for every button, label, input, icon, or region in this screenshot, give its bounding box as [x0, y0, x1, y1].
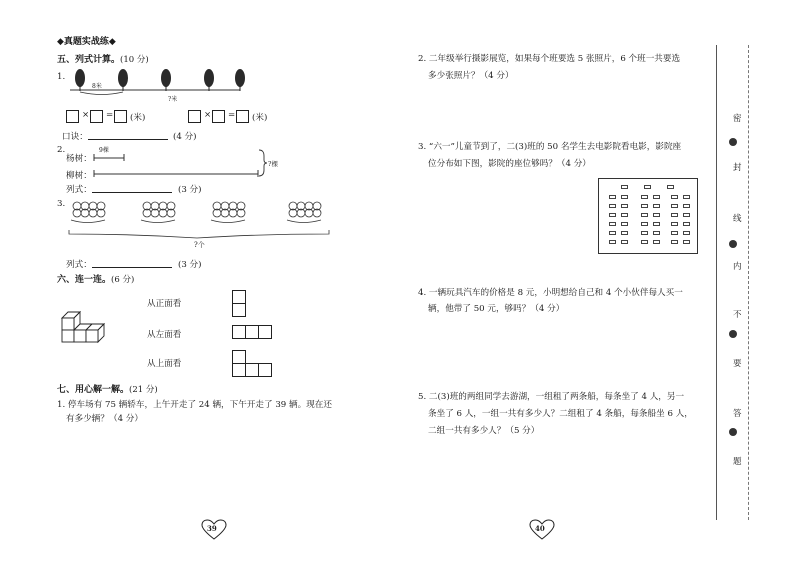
margin-char: 密 — [733, 114, 742, 124]
margin-char: 答 — [733, 409, 742, 419]
section-header: ◆真题实战练◆ — [57, 37, 116, 47]
margin-char: 题 — [733, 457, 742, 467]
margin-char: 内 — [733, 262, 742, 272]
binding-hole-icon — [729, 240, 737, 248]
margin-char: 不 — [733, 310, 742, 320]
equals-sign: = — [106, 110, 114, 120]
formula-answer-line[interactable] — [92, 192, 172, 193]
r-q4-line2: 辆，他带了 50 元，够吗？（4 分） — [428, 304, 565, 314]
section5-title-text: 五、列式计算。 — [57, 55, 121, 65]
answer-box[interactable] — [212, 110, 225, 123]
question-label: ?棵 — [268, 160, 278, 168]
margin-char: 要 — [733, 359, 742, 369]
margin-char: 封 — [733, 163, 742, 173]
margin-char: 线 — [733, 214, 742, 224]
section5-points: (10 分) — [120, 55, 149, 65]
view-top-label: 从上面看 — [147, 359, 182, 369]
page-number-left: 39 — [207, 524, 217, 533]
view-shape-3[interactable] — [232, 350, 274, 378]
binding-line-inner — [748, 45, 749, 520]
q3-question-label: ?个 — [194, 241, 205, 249]
view-shape-1[interactable] — [232, 290, 246, 318]
cinema-seat-diagram — [598, 178, 698, 254]
q3-formula-label: 列式： — [66, 260, 92, 270]
unit-label: (米) — [252, 113, 268, 123]
willow-bar — [92, 166, 262, 178]
apple-groups-diagram — [65, 198, 345, 252]
section6-title-text: 六、连一连。 — [57, 275, 112, 285]
spacing-label: 8米 — [92, 83, 102, 90]
row2-label: 柳树： — [66, 171, 92, 181]
sec7-q1-line2: 有多少辆？（4 分） — [66, 414, 143, 424]
q1-number: 1. — [57, 72, 66, 82]
answer-box[interactable] — [188, 110, 201, 123]
binding-hole-icon — [729, 138, 737, 146]
formula-label: 列式： — [66, 185, 92, 195]
section7-title — [57, 382, 158, 395]
tree-row-diagram — [60, 64, 250, 106]
answer-box[interactable] — [66, 110, 79, 123]
q3-number: 3. — [57, 199, 66, 209]
view-front-label: 从正面看 — [147, 299, 182, 309]
r-q3-line1: 3. “六一”儿童节到了，二(3)班的 50 名学生去电影院看电影，影院座 — [418, 142, 682, 152]
r-q5-line1: 5. 二(3)班的两组同学去游湖，一组租了两条船，每条坐了 4 人，另一 — [418, 392, 685, 402]
r-q3-line2: 位分布如下图，影院的座位够吗？（4 分） — [428, 159, 591, 169]
times-sign: × — [204, 110, 212, 120]
times-sign: × — [82, 110, 90, 120]
koujue-label: 口诀： — [62, 132, 88, 142]
koujue-points: (4 分) — [173, 132, 197, 142]
koujue-answer-line[interactable] — [88, 139, 168, 140]
r-q5-line3: 二组一共有多少人？（5 分） — [428, 426, 540, 436]
section6-points: (6 分) — [111, 275, 135, 285]
section7-title-text: 七、用心解一解。 — [57, 385, 130, 395]
r-q5-line2: 条坐了 6 人，一组一共有多少人？二组租了 4 条船，每条船坐 6 人， — [428, 409, 693, 419]
q2-number: 2. — [57, 145, 66, 155]
binding-line-outer — [716, 45, 717, 520]
answer-box[interactable] — [236, 110, 249, 123]
r-q2-line2: 多少张照片？（4 分） — [428, 71, 514, 81]
formula-points: (3 分) — [178, 185, 202, 195]
section6-title — [57, 272, 134, 285]
unit-label: (米) — [130, 113, 146, 123]
view-shape-2[interactable] — [232, 325, 274, 339]
r-q4-line1: 4. 一辆玩具汽车的价格是 8 元，小明想给自己和 4 个小伙伴每人买一 — [418, 288, 683, 298]
poplar-bar — [92, 150, 127, 162]
brace-icon — [258, 148, 268, 178]
binding-hole-icon — [729, 428, 737, 436]
row1-count: 9棵 — [99, 147, 109, 154]
q3-formula-points: (3 分) — [178, 260, 202, 270]
binding-hole-icon — [729, 330, 737, 338]
answer-box[interactable] — [114, 110, 127, 123]
row1-label: 杨树： — [66, 154, 92, 164]
q3-formula-answer-line[interactable] — [92, 267, 172, 268]
equals-sign: = — [228, 110, 236, 120]
total-label: ?米 — [168, 96, 178, 103]
page-number-right: 40 — [535, 524, 545, 533]
answer-box[interactable] — [90, 110, 103, 123]
section7-points: (21 分) — [129, 385, 158, 395]
view-left-label: 从左面看 — [147, 330, 182, 340]
sec7-q1-line1: 1. 停车场有 75 辆轿车，上午开走了 24 辆，下午开走了 39 辆。现在还 — [57, 400, 332, 410]
r-q2-line1: 2. 二年级举行摄影展览，如果每个班要选 5 张照片，6 个班一共要选 — [418, 54, 681, 64]
cube-figure — [56, 310, 116, 352]
